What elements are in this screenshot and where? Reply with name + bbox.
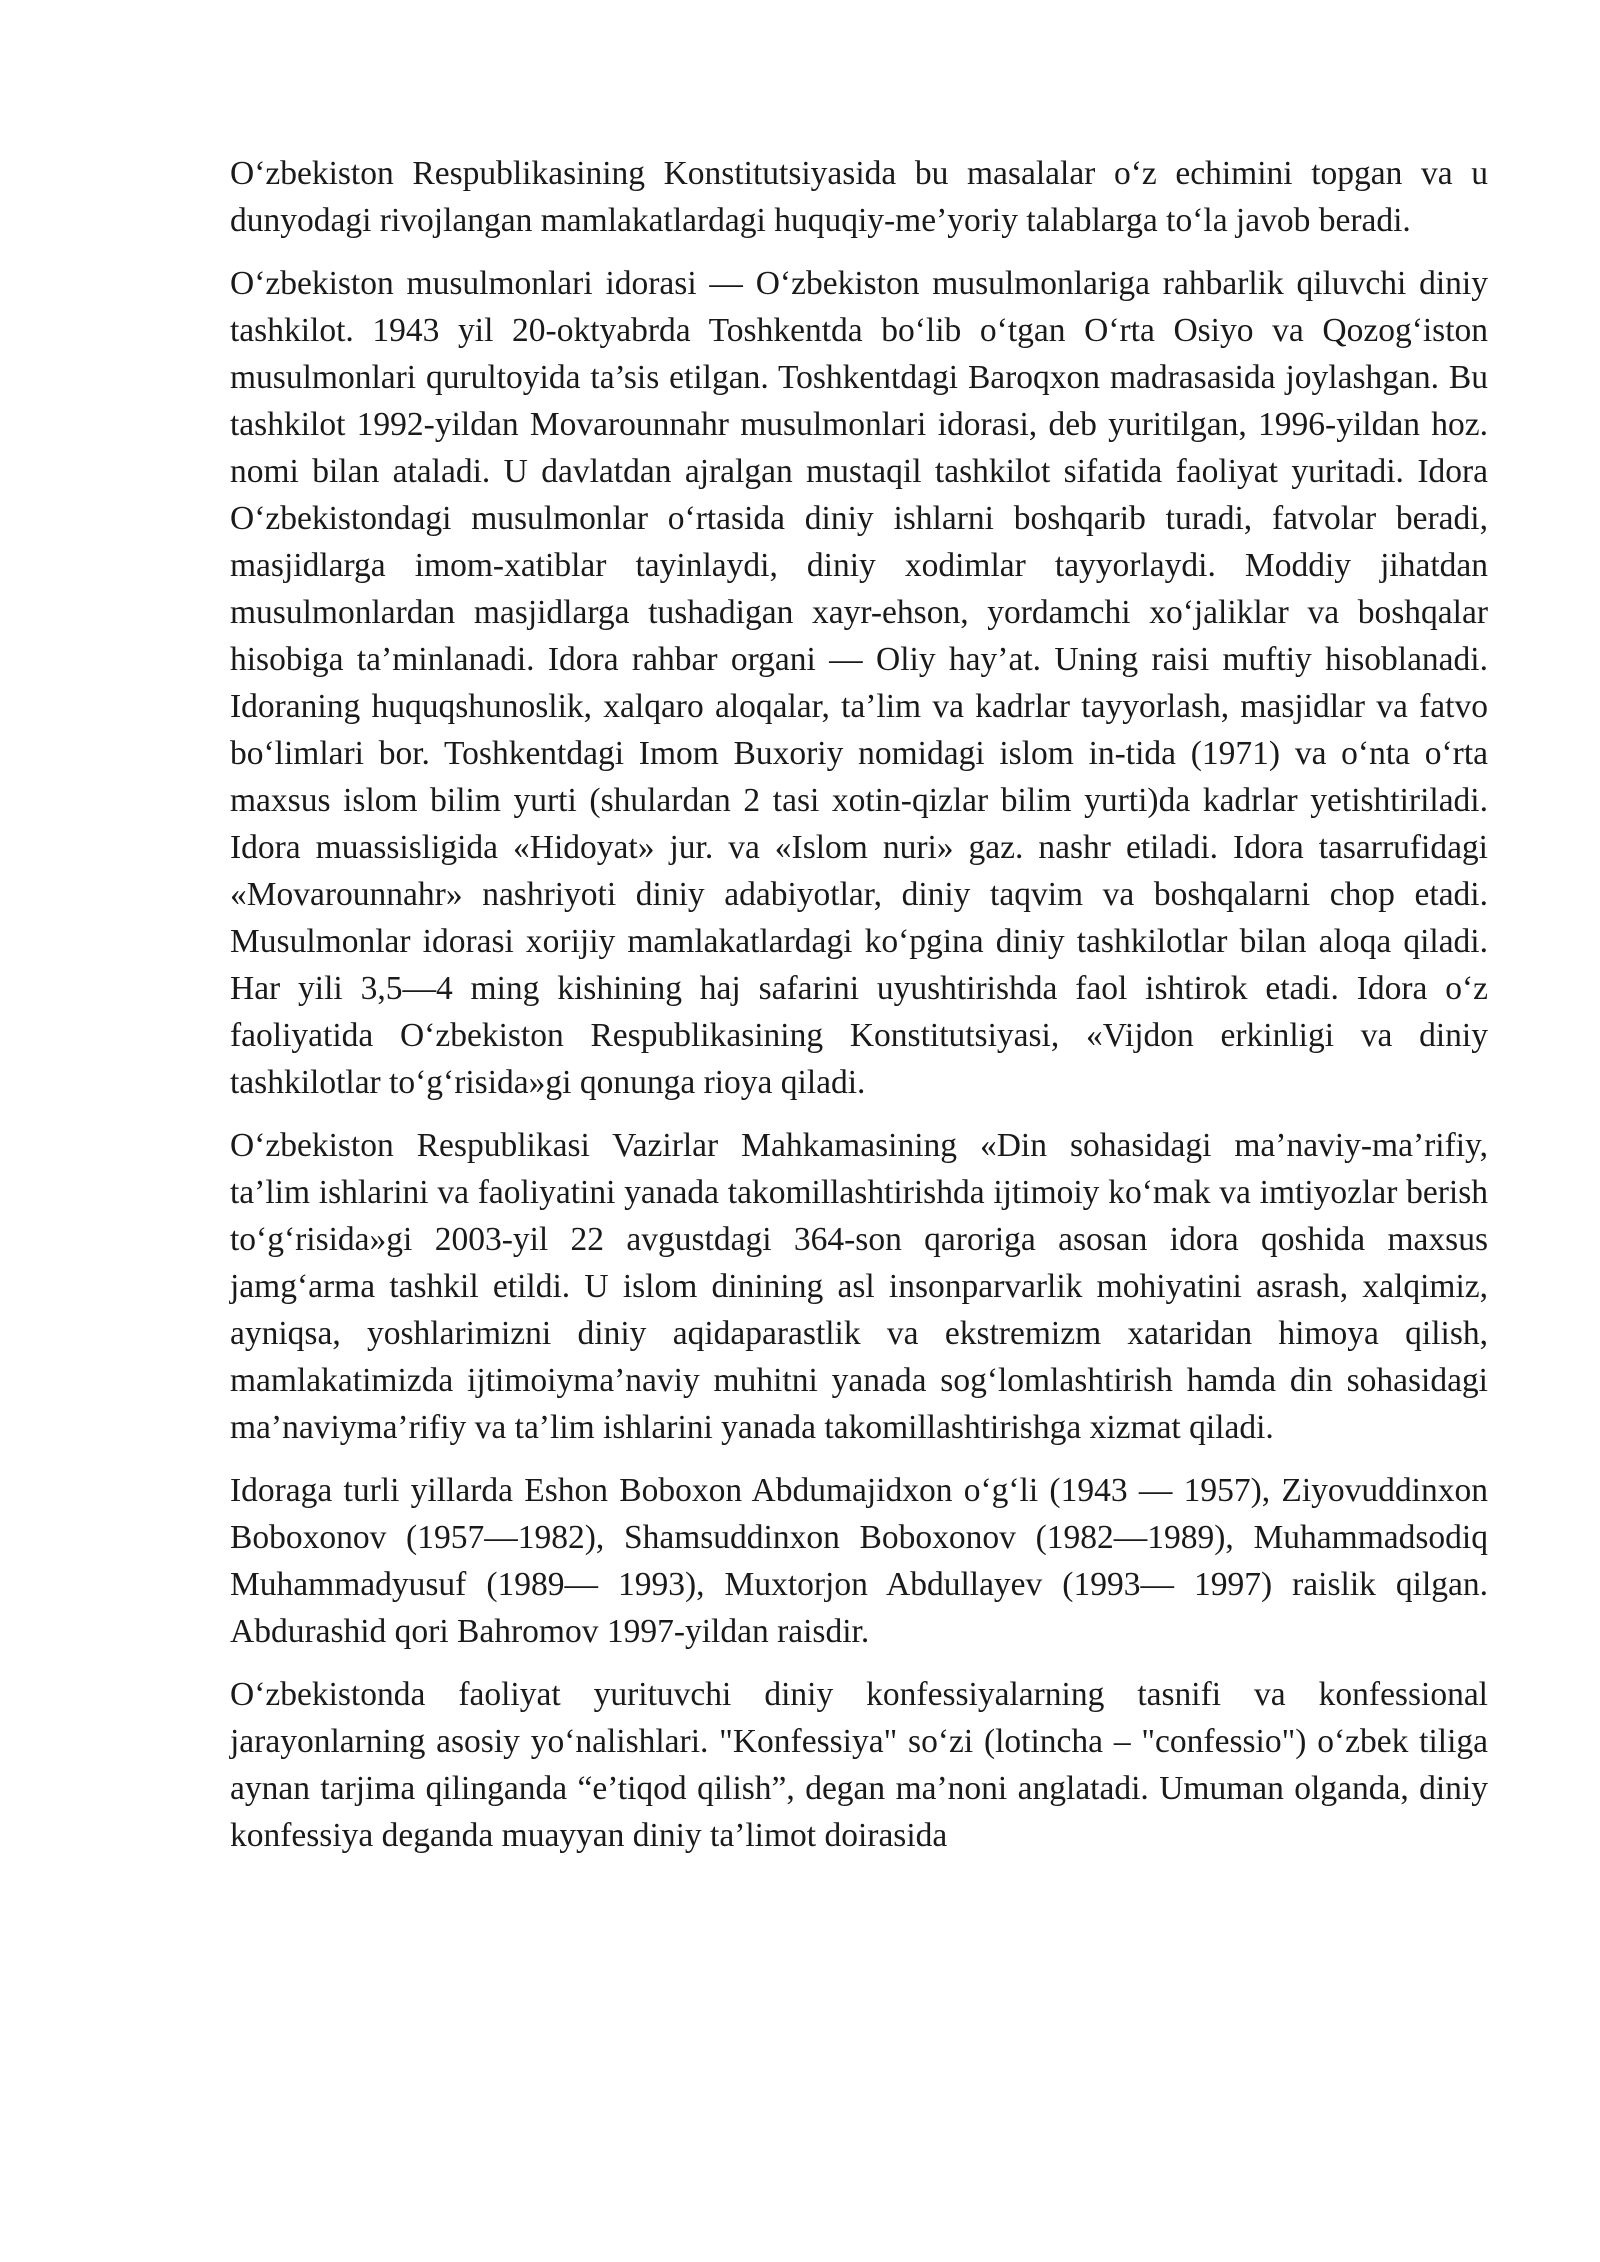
document-page [230,150,1488,1859]
paragraph-constitution: Oʻzbekiston Respublikasining Konstitutsiyasida bu masalalar oʻz echimini topgan va u dunyodagi rivojlangan mamlakatlardagi huquqiy-me’yoriy talablarga toʻla javob beradi. [230,155,1488,239]
paragraph-muslim-board: Oʻzbekiston musulmonlari idorasi — Oʻzbekiston musulmonlariga rahbarlik qiluvchi diniy tashkilot. 1943 yil 20-oktyabrda Toshkentda boʻlib oʻtgan Oʻrta Osiyo va Qozogʻiston musulmonlari qurultoyida ta’sis etilgan. Toshkentdagi Baroqxon madrasasida joylashgan. Bu tashkilot 1992-yildan Movarounnahr musulmonlari idorasi, deb yuritilgan, 1996-yildan hoz. nomi bilan ataladi. U davlatdan ajralgan mustaqil tashkilot sifatida faoliyat yuritadi. Idora Oʻzbekistondagi musulmonlar oʻrtasida diniy ishlarni boshqarib turadi, fatvolar beradi, masjidlarga imom-xatiblar tayinlaydi, diniy xodimlar tayyorlaydi. Moddiy jihatdan musulmonlardan masjidlarga tushadigan xayr-ehson, yordamchi xoʻjaliklar va boshqalar hisobiga ta’minlanadi. Idora rahbar organi — Oliy hay’at. Uning raisi muftiy hisoblanadi. Idoraning huquqshunoslik, xalqaro aloqalar, ta’lim va kadrlar tayyorlash, masjidlar va fatvo boʻlimlari bor. Toshkentdagi Imom Buxoriy nomidagi islom in-tida (1971) va oʻnta oʻrta maxsus islom bilim yurti (shulardan 2 tasi xotin-qizlar bilim yurti)da kadrlar yetishtiriladi. Idora muassisligida «Hidoyat» jur. va «Islom nuri» gaz. nashr etiladi. Idora tasarrufidagi «Movarounnahr» nashriyoti diniy adabiyotlar, diniy taqvim va boshqalarni chop etadi. Musulmonlar idorasi xorijiy mamlakatlardagi koʻpgina diniy tashkilotlar bilan aloqa qiladi. Har yili 3,5—4 ming kishining haj safarini uyushtirishda faol ishtirok etadi. Idora oʻz faoliyatida Oʻzbekiston Respublikasining Konstitutsiyasi, «Vijdon erkinligi va diniy tashkilotlar toʻgʻrisida»gi qonunga rioya qiladi. [230,265,1488,1101]
paragraph-chairmen: Idoraga turli yillarda Eshon Boboxon Abdumajidxon oʻgʻli (1943 — 1957), Ziyovuddinxon Boboxonov (1957—1982), Shamsuddinxon Boboxonov (1982—1989), Muhammadsodiq Muhammadyusuf (1989— 1993), Muxtorjon Abdullayev (1993— 1997) raislik qilgan. Abdurashid qori Bahromov 1997-yildan raisdir. [230,1472,1488,1650]
paragraph-cabinet-decree: Oʻzbekiston Respublikasi Vazirlar Mahkamasining «Din sohasidagi ma’naviy-ma’rifiy, ta’lim ishlarini va faoliyatini yanada takomillashtirishda ijtimoiy koʻmak va imtiyozlar berish toʻgʻrisida»gi 2003-yil 22 avgustdagi 364-son qaroriga asosan idora qoshida maxsus jamgʻarma tashkil etildi. U islom dinining asl insonparvarlik mohiyatini asrash, xalqimiz, ayniqsa, yoshlarimizni diniy aqidaparastlik va ekstremizm xataridan himoya qilish, mamlakatimizda ijtimoiyma’naviy muhitni yanada sogʻlomlashtirish hamda din sohasidagi ma’naviyma’rifiy va ta’lim ishlarini yanada takomillashtirishga xizmat qiladi. [230,1127,1488,1446]
paragraph-confessions: Oʻzbekistonda faoliyat yurituvchi diniy konfessiyalarning tasnifi va konfessional jarayonlarning asosiy yoʻnalishlari. "Konfessiya" soʻzi (lotincha – "confessio") oʻzbek tiliga aynan tarjima qilinganda “e’tiqod qilish”, degan ma’noni anglatadi. Umuman olganda, diniy konfessiya deganda muayyan diniy ta’limot doirasida [230,1676,1488,1854]
